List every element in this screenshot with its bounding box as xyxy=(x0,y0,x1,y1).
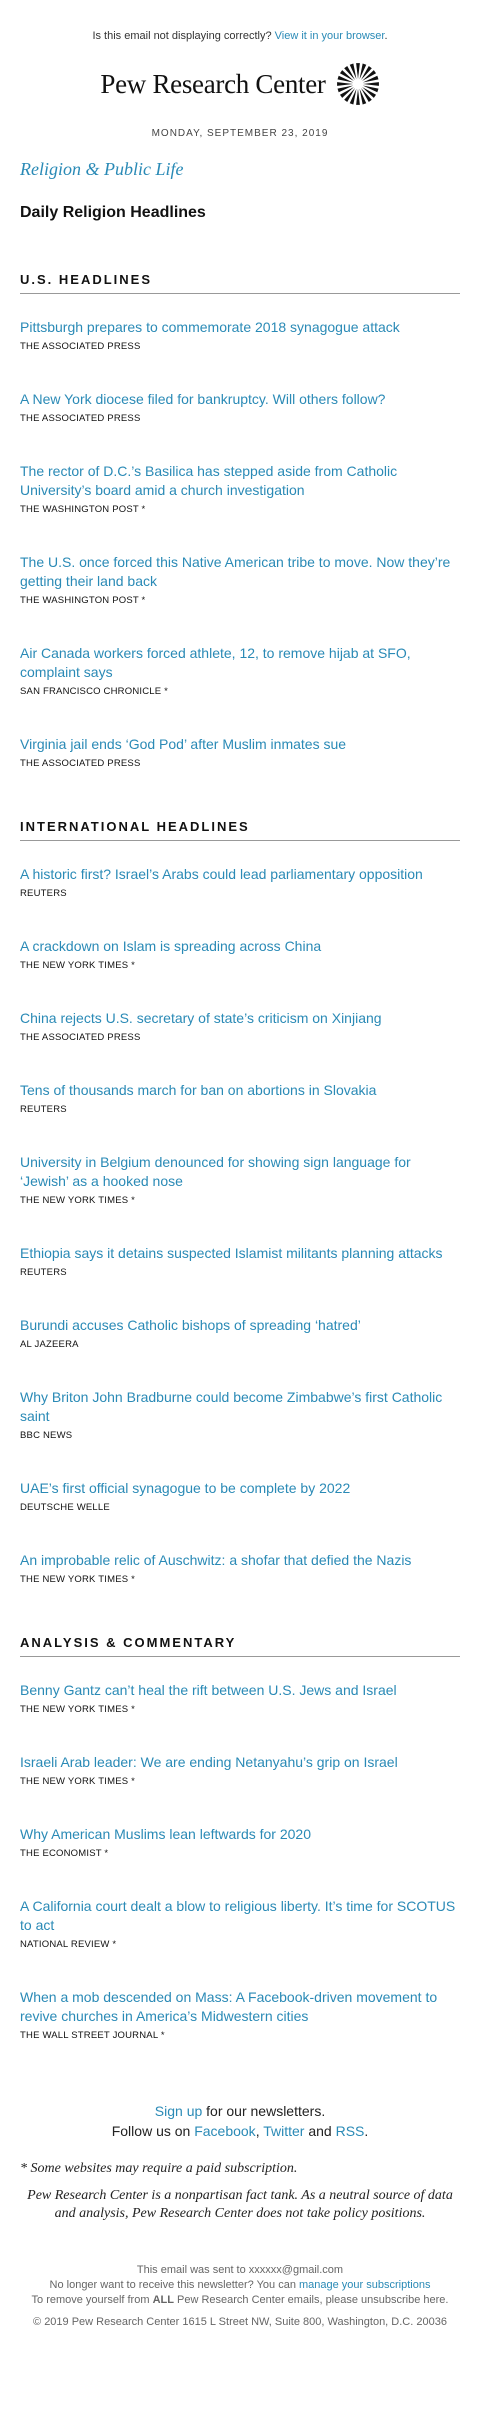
headline-source: THE WASHINGTON POST * xyxy=(20,595,146,606)
headline-link[interactable]: Why American Muslims lean leftwards for 2020 xyxy=(20,1826,311,1842)
headline-source: THE ASSOCIATED PRESS xyxy=(20,413,141,424)
follow-text: Follow us on xyxy=(111,2123,195,2139)
section-international-headlines xyxy=(20,819,460,1585)
brand-name: Pew Research Center xyxy=(100,68,326,99)
headline-item xyxy=(20,1479,460,1513)
headline-link[interactable]: A crackdown on Islam is spreading across China xyxy=(20,938,322,954)
headline-item xyxy=(20,1009,460,1043)
remove-pre-text: To remove yourself from xyxy=(31,2294,153,2306)
remove-all-text: ALL xyxy=(152,2294,174,2306)
section-heading: U.S. HEADLINES xyxy=(20,272,460,294)
preheader-text: Is this email not displaying correctly? xyxy=(92,30,272,42)
remove-post-text: Pew Research Center emails, please unsubscribe here. xyxy=(173,2294,449,2306)
section-heading: ANALYSIS & COMMENTARY xyxy=(20,1635,460,1657)
headline-source: DEUTSCHE WELLE xyxy=(20,1502,110,1513)
sent-to-text: This email was sent to xxxxxx@gmail.com xyxy=(136,2264,344,2276)
headline-link[interactable]: Burundi accuses Catholic bishops of spreading ‘hatred’ xyxy=(20,1317,361,1333)
headline-link[interactable]: A historic first? Israel’s Arabs could lead parliamentary opposition xyxy=(20,866,423,882)
pew-sunburst-logo-icon xyxy=(336,62,380,106)
headline-link[interactable]: Ethiopia says it detains suspected Islamist militants planning attacks xyxy=(20,1245,443,1261)
unsubscribe-line[interactable] xyxy=(20,2293,460,2308)
headline-item xyxy=(20,1825,460,1859)
footer-subscribe xyxy=(20,2101,460,2141)
headline-source: THE NEW YORK TIMES * xyxy=(20,1704,136,1715)
headline-item xyxy=(20,1753,460,1787)
headline-item xyxy=(20,1153,460,1206)
headline-link[interactable]: Virginia jail ends ‘God Pod’ after Muslim inmates sue xyxy=(20,736,347,752)
headline-link[interactable]: When a mob descended on Mass: A Facebook-driven movement to revive churches in America’s Midwestern cities xyxy=(20,1989,438,2024)
headline-source: BBC NEWS xyxy=(20,1430,73,1441)
section-us-headlines xyxy=(20,272,460,769)
headline-item xyxy=(20,1081,460,1115)
headline-link[interactable]: Why Briton John Bradburne could become Zimbabwe’s first Catholic saint xyxy=(20,1389,443,1424)
headline-source: NATIONAL REVIEW * xyxy=(20,1939,117,1950)
no-longer-text: No longer want to receive this newsletter? You can xyxy=(49,2279,299,2291)
headline-item xyxy=(20,390,460,424)
headline-item xyxy=(20,865,460,899)
section-title[interactable]: Religion & Public Life xyxy=(20,159,184,179)
headline-source: REUTERS xyxy=(20,1104,67,1115)
rss-link[interactable]: RSS xyxy=(335,2123,365,2139)
headline-link[interactable]: Israeli Arab leader: We are ending Netanyahu’s grip on Israel xyxy=(20,1754,398,1770)
headline-link[interactable]: A California court dealt a blow to religious liberty. It’s time for SCOTUS to act xyxy=(20,1898,456,1933)
headline-source: THE NEW YORK TIMES * xyxy=(20,1574,136,1585)
headline-item xyxy=(20,462,460,515)
logo-ray xyxy=(356,89,360,105)
headline-item xyxy=(20,1681,460,1715)
headline-link[interactable]: Benny Gantz can’t heal the rift between U.S. Jews and Israel xyxy=(20,1682,397,1698)
headline-source: THE WASHINGTON POST * xyxy=(20,504,146,515)
headline-source: SAN FRANCISCO CHRONICLE * xyxy=(20,686,169,697)
preheader-suffix: . xyxy=(384,30,388,42)
headline-item xyxy=(20,318,460,352)
headline-item xyxy=(20,1316,460,1350)
headline-link[interactable]: Air Canada workers forced athlete, 12, to remove hijab at SFO, complaint says xyxy=(20,645,411,680)
issue-date: MONDAY, SEPTEMBER 23, 2019 xyxy=(151,128,329,139)
paid-subscription-note: * Some websites may require a paid subscription. xyxy=(20,2161,298,2176)
headline-item xyxy=(20,1551,460,1585)
headline-item xyxy=(20,1388,460,1441)
headline-source: THE NEW YORK TIMES * xyxy=(20,960,136,971)
headline-source: THE NEW YORK TIMES * xyxy=(20,1195,136,1206)
headline-source: THE ASSOCIATED PRESS xyxy=(20,341,141,352)
headline-source: AL JAZEERA xyxy=(20,1339,79,1350)
logo-ray xyxy=(356,63,360,79)
headline-link[interactable]: University in Belgium denounced for showing sign language for ‘Jewish’ as a hooked nose xyxy=(20,1154,411,1189)
footer-meta xyxy=(20,2263,460,2308)
headline-link[interactable]: China rejects U.S. secretary of state’s criticism on Xinjiang xyxy=(20,1010,382,1026)
headline-source: THE ASSOCIATED PRESS xyxy=(20,1032,141,1043)
follow-comma: , xyxy=(255,2123,264,2139)
headline-link[interactable]: The rector of D.C.’s Basilica has stepped aside from Catholic University’s board amid a church investigation xyxy=(20,463,398,498)
logo-ray xyxy=(363,82,379,86)
manage-line xyxy=(20,2278,460,2293)
page-title: Daily Religion Headlines xyxy=(20,204,206,221)
headline-source: THE ECONOMIST * xyxy=(20,1848,109,1859)
headline-item xyxy=(20,644,460,697)
headline-item xyxy=(20,1988,460,2041)
headline-link[interactable]: Pittsburgh prepares to commemorate 2018 synagogue attack xyxy=(20,319,400,335)
headline-link[interactable]: A New York diocese filed for bankruptcy. Will others follow? xyxy=(20,391,386,407)
headline-source: THE ASSOCIATED PRESS xyxy=(20,758,141,769)
headline-item xyxy=(20,937,460,971)
copyright: © 2019 Pew Research Center 1615 L Street NW, Suite 800, Washington, D.C. 20036 xyxy=(33,2316,447,2328)
signup-link[interactable]: Sign up xyxy=(154,2103,203,2119)
headline-item xyxy=(20,735,460,769)
mission-statement: Pew Research Center is a nonpartisan fact tank. As a neutral source of data and analysis, Pew Research Center does not take policy positions. xyxy=(27,2188,453,2221)
signup-line xyxy=(20,2101,460,2121)
twitter-link[interactable]: Twitter xyxy=(263,2123,305,2139)
section-heading: INTERNATIONAL HEADLINES xyxy=(20,819,460,841)
section-analysis-commentary xyxy=(20,1635,460,2041)
signup-text: for our newsletters. xyxy=(202,2103,326,2119)
headline-item xyxy=(20,1897,460,1950)
manage-subscriptions-link[interactable]: manage your subscriptions xyxy=(299,2279,431,2291)
follow-line xyxy=(20,2121,460,2141)
headline-link[interactable]: The U.S. once forced this Native American tribe to move. Now they’re getting their land back xyxy=(20,554,451,589)
logo-ray xyxy=(337,82,353,86)
headline-item xyxy=(20,1244,460,1278)
brand-header[interactable] xyxy=(20,60,460,108)
preheader xyxy=(20,0,460,42)
headline-item xyxy=(20,553,460,606)
view-in-browser-link[interactable]: View it in your browser xyxy=(274,30,385,42)
headline-source: THE NEW YORK TIMES * xyxy=(20,1776,136,1787)
headline-link[interactable]: Tens of thousands march for ban on abortions in Slovakia xyxy=(20,1082,377,1098)
facebook-link[interactable]: Facebook xyxy=(194,2123,256,2139)
headline-link[interactable]: UAE’s first official synagogue to be complete by 2022 xyxy=(20,1480,351,1496)
headline-source: THE WALL STREET JOURNAL * xyxy=(20,2030,165,2041)
follow-period: . xyxy=(364,2123,369,2139)
headline-link[interactable]: An improbable relic of Auschwitz: a shofar that defied the Nazis xyxy=(20,1552,412,1568)
headline-source: REUTERS xyxy=(20,888,67,899)
headline-source: REUTERS xyxy=(20,1267,67,1278)
follow-and: and xyxy=(304,2123,336,2139)
